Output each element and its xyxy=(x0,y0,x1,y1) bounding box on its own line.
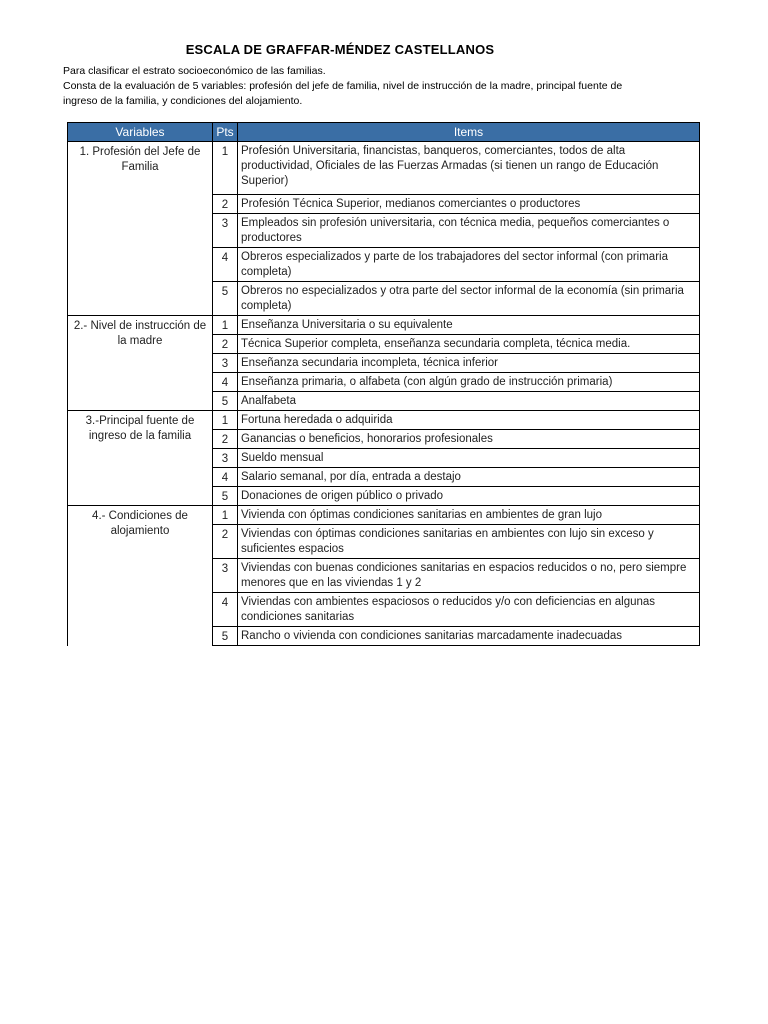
table-row xyxy=(68,411,700,430)
points-cell: 4 xyxy=(213,468,238,487)
points-cell: 1 xyxy=(213,411,238,430)
points-cell: 1 xyxy=(213,506,238,525)
item-cell: Profesión Universitaria, financistas, banqueros, comerciantes, todos de alta productividad, Oficiales de las Fuerzas Armadas (si tienen un rango de Educación Superior) xyxy=(238,142,700,195)
points-cell: 2 xyxy=(213,195,238,214)
item-cell: Viviendas con óptimas condiciones sanitarias en ambientes con lujo sin exceso y suficientes espacios xyxy=(238,525,700,559)
table-row xyxy=(68,506,700,525)
table-row xyxy=(68,142,700,195)
table-row xyxy=(68,316,700,335)
item-cell: Enseñanza secundaria incompleta, técnica inferior xyxy=(238,354,700,373)
points-cell: 3 xyxy=(213,559,238,593)
item-cell: Vivienda con óptimas condiciones sanitarias en ambientes de gran lujo xyxy=(238,506,700,525)
item-cell: Rancho o vivienda con condiciones sanitarias marcadamente inadecuadas xyxy=(238,627,700,646)
table-body xyxy=(68,142,700,646)
item-cell: Obreros no especializados y otra parte del sector informal de la economía (sin primaria completa) xyxy=(238,282,700,316)
variable-cell: 4.- Condiciones de alojamiento xyxy=(68,506,213,646)
document-title: ESCALA DE GRAFFAR-MÉNDEZ CASTELLANOS xyxy=(185,42,495,57)
item-cell: Donaciones de origen público o privado xyxy=(238,487,700,506)
item-cell: Técnica Superior completa, enseñanza secundaria completa, técnica media. xyxy=(238,335,700,354)
points-cell: 1 xyxy=(213,316,238,335)
points-cell: 3 xyxy=(213,354,238,373)
intro-line: Para clasificar el estrato socioeconómico de las familias. xyxy=(63,65,326,77)
intro-line: Consta de la evaluación de 5 variables: profesión del jefe de familia, nivel de instrucción de la madre, principal fuente de xyxy=(63,80,623,92)
points-cell: 5 xyxy=(213,392,238,411)
graffar-table xyxy=(67,122,700,646)
item-cell: Enseñanza primaria, o alfabeta (con algún grado de instrucción primaria) xyxy=(238,373,700,392)
variable-cell: 3.-Principal fuente de ingreso de la familia xyxy=(68,411,213,506)
points-cell: 3 xyxy=(213,449,238,468)
item-cell: Analfabeta xyxy=(238,392,700,411)
item-cell: Empleados sin profesión universitaria, con técnica media, pequeños comerciantes o productores xyxy=(238,214,700,248)
item-cell: Viviendas con buenas condiciones sanitarias en espacios reducidos o no, pero siempre menores que en las viviendas 1 y 2 xyxy=(238,559,700,593)
variable-cell: 2.- Nivel de instrucción de la madre xyxy=(68,316,213,411)
header-variables: Variables xyxy=(68,123,213,142)
intro-line: ingreso de la familia, y condiciones del alojamiento. xyxy=(63,95,303,107)
table-header-row xyxy=(68,123,700,142)
points-cell: 5 xyxy=(213,282,238,316)
points-cell: 4 xyxy=(213,593,238,627)
header-pts: Pts xyxy=(213,123,238,142)
variable-cell: 1. Profesión del Jefe de Familia xyxy=(68,142,213,316)
item-cell: Enseñanza Universitaria o su equivalente xyxy=(238,316,700,335)
points-cell: 5 xyxy=(213,487,238,506)
item-cell: Viviendas con ambientes espaciosos o reducidos y/o con deficiencias en algunas condiciones sanitarias xyxy=(238,593,700,627)
item-cell: Salario semanal, por día, entrada a destajo xyxy=(238,468,700,487)
item-cell: Sueldo mensual xyxy=(238,449,700,468)
header-items: Items xyxy=(238,123,700,142)
points-cell: 1 xyxy=(213,142,238,195)
item-cell: Fortuna heredada o adquirida xyxy=(238,411,700,430)
points-cell: 2 xyxy=(213,335,238,354)
points-cell: 2 xyxy=(213,525,238,559)
item-cell: Obreros especializados y parte de los trabajadores del sector informal (con primaria completa) xyxy=(238,248,700,282)
points-cell: 4 xyxy=(213,248,238,282)
points-cell: 5 xyxy=(213,627,238,646)
points-cell: 3 xyxy=(213,214,238,248)
points-cell: 2 xyxy=(213,430,238,449)
intro-text xyxy=(63,64,703,109)
item-cell: Profesión Técnica Superior, medianos comerciantes o productores xyxy=(238,195,700,214)
item-cell: Ganancias o beneficios, honorarios profesionales xyxy=(238,430,700,449)
points-cell: 4 xyxy=(213,373,238,392)
